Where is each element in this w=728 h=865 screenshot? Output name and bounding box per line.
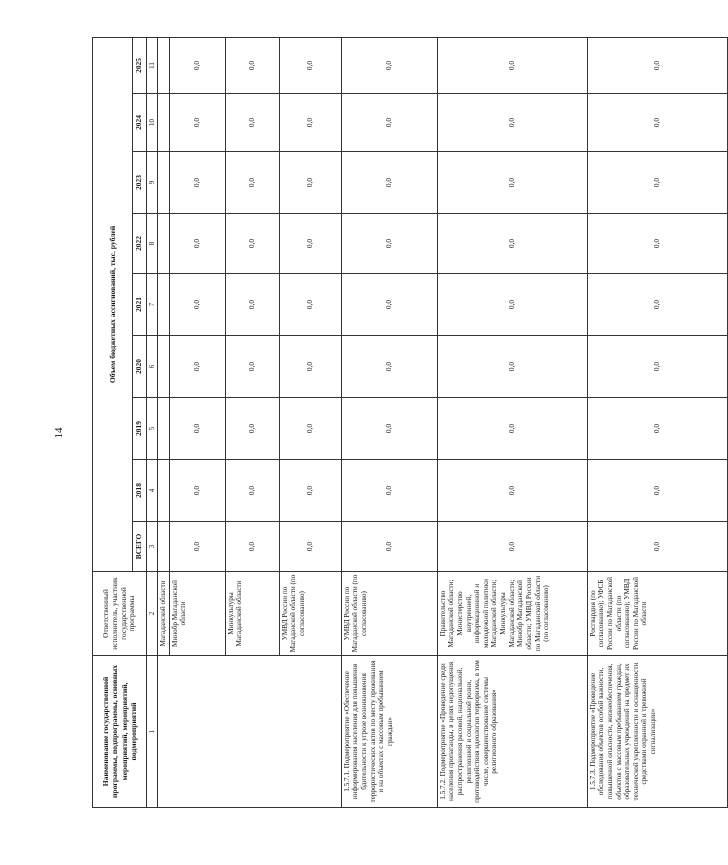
measure-name: 1.5.7.1. Подмероприятие «Обеспечение информирования населения для повышения бдительности к угрозе возникновения террористических актов по месту проживания и на объектах с массовым пребыванием граждан» [341, 656, 437, 808]
value-year-cell: 0,0 [169, 460, 225, 522]
value-year-cell: 0,0 [225, 336, 279, 398]
column-index: 7 [147, 274, 158, 336]
value-year-cell: 0,0 [279, 336, 341, 398]
value-year-cell: 0,0 [279, 274, 341, 336]
value-year-cell: 0,0 [225, 37, 279, 93]
value-year-cell: 0,0 [279, 460, 341, 522]
value-year-cell: 0,0 [437, 274, 587, 336]
column-index: 2 [147, 572, 158, 656]
value-year-cell: 0,0 [341, 152, 437, 214]
value-year-cell: 0,0 [279, 94, 341, 152]
header-year: 2021 [133, 274, 147, 336]
budget-table [92, 37, 728, 808]
value-year-cell: 0,0 [341, 214, 437, 274]
value-year-cell: 0,0 [587, 274, 727, 336]
executor-cell: Минкультуры Магаданской области [225, 572, 279, 656]
column-index: 4 [147, 460, 158, 522]
value-year-cell: 0,0 [587, 94, 727, 152]
value-total-cell: 0,0 [341, 522, 437, 572]
value-year-cell: 0,0 [169, 37, 225, 93]
header-year: 2018 [133, 460, 147, 522]
value-year-cell: 0,0 [437, 398, 587, 460]
value-total-cell [158, 522, 170, 572]
value-year-cell: 0,0 [169, 336, 225, 398]
table-row [437, 37, 587, 807]
measure-name: 1.5.7.3. Подмероприятие «Проведение обследования объектов особой важности, повышенной опасности, жизнеобеспечения, объектов с массовым пребыванием граждан, образовательных учреждений на предмет их технической укрепленности и оснащенности средствами охранной и тревожной сигнализации» [587, 656, 727, 808]
column-index: 6 [147, 336, 158, 398]
executor-cell: УМВД России по Магаданской области (по согласованию) [341, 572, 437, 656]
value-total-cell: 0,0 [225, 522, 279, 572]
header-year: 2024 [133, 94, 147, 152]
column-index: 9 [147, 152, 158, 214]
table-row [158, 37, 170, 807]
column-index: 1 [147, 656, 158, 808]
value-year-cell: 0,0 [587, 214, 727, 274]
value-year-cell [158, 460, 170, 522]
value-total-cell: 0,0 [587, 522, 727, 572]
header-executor: Ответственный исполнитель, участник государственной программы [93, 572, 147, 656]
value-year-cell: 0,0 [279, 37, 341, 93]
value-year-cell: 0,0 [169, 274, 225, 336]
value-year-cell: 0,0 [225, 460, 279, 522]
value-year-cell: 0,0 [225, 152, 279, 214]
value-year-cell [158, 274, 170, 336]
value-year-cell: 0,0 [279, 398, 341, 460]
value-year-cell: 0,0 [587, 398, 727, 460]
value-year-cell [158, 398, 170, 460]
page-number: 14 [53, 427, 65, 439]
value-year-cell: 0,0 [169, 152, 225, 214]
value-year-cell: 0,0 [341, 274, 437, 336]
column-index-row [147, 37, 158, 807]
value-year-cell: 0,0 [587, 460, 727, 522]
header-total: ВСЕГО [133, 522, 147, 572]
value-year-cell: 0,0 [587, 37, 727, 93]
budget-table-region [92, 38, 661, 808]
executor-cell: Росгвардия (по согласованию); УФСБ России по Магаданской области (по согласованию); УМВД России по Магаданской области [587, 572, 727, 656]
header-year: 2022 [133, 214, 147, 274]
measure-name: 1.5.7.2. Подмероприятие «Проведение среди населения пропаганды, в целях недопущения распространения расовой, национальной, религиозной и социальной розни, противодействия идеологии терроризма, в том числе, совершенствование системы религиозного образования» [437, 656, 587, 808]
value-year-cell: 0,0 [279, 152, 341, 214]
value-year-cell: 0,0 [437, 336, 587, 398]
value-year-cell: 0,0 [225, 214, 279, 274]
value-year-cell: 0,0 [341, 460, 437, 522]
header-year: 2025 [133, 37, 147, 93]
value-year-cell [158, 214, 170, 274]
table-row [341, 37, 437, 807]
value-year-cell: 0,0 [341, 398, 437, 460]
value-total-cell: 0,0 [279, 522, 341, 572]
table-body [158, 37, 728, 807]
value-total-cell: 0,0 [169, 522, 225, 572]
executor-cell: Правительство Магаданской области; Министерство внутренней, информационной и молодежной политики Магаданской области; Минкультуры Магаданской области; Минобр Магаданской области; УМВД России по Магаданской области (по согласованию) [437, 572, 587, 656]
column-index: 5 [147, 398, 158, 460]
value-year-cell: 0,0 [225, 94, 279, 152]
column-index: 3 [147, 522, 158, 572]
executor-cell: Минобр Магаданской области [169, 572, 225, 656]
value-year-cell: 0,0 [225, 274, 279, 336]
value-year-cell [158, 37, 170, 93]
measure-name [158, 656, 342, 808]
value-year-cell: 0,0 [225, 398, 279, 460]
value-year-cell: 0,0 [169, 94, 225, 152]
value-year-cell: 0,0 [587, 152, 727, 214]
value-year-cell: 0,0 [341, 94, 437, 152]
column-index: 8 [147, 214, 158, 274]
value-year-cell [158, 94, 170, 152]
column-index: 10 [147, 94, 158, 152]
value-year-cell: 0,0 [437, 460, 587, 522]
column-index: 11 [147, 37, 158, 93]
header-budget: Объем бюджетных ассигнований, тыс. рублей [93, 37, 133, 571]
header-name: Наименование государственной программы, подпрограммы, основных мероприятий, мероприятий, подмероприятий [93, 656, 147, 808]
header-year: 2023 [133, 152, 147, 214]
value-year-cell: 0,0 [437, 37, 587, 93]
value-year-cell: 0,0 [169, 214, 225, 274]
value-year-cell: 0,0 [437, 94, 587, 152]
value-year-cell: 0,0 [437, 214, 587, 274]
rotated-page [92, 38, 661, 808]
value-year-cell: 0,0 [341, 37, 437, 93]
value-year-cell: 0,0 [169, 398, 225, 460]
value-year-cell: 0,0 [437, 152, 587, 214]
header-year: 2020 [133, 336, 147, 398]
value-year-cell [158, 336, 170, 398]
value-year-cell: 0,0 [279, 214, 341, 274]
executor-cell: Магаданской области [158, 572, 170, 656]
value-total-cell: 0,0 [437, 522, 587, 572]
value-year-cell [158, 152, 170, 214]
value-year-cell: 0,0 [587, 336, 727, 398]
executor-cell: УМВД России по Магаданской области (по согласованию) [279, 572, 341, 656]
table-row [587, 37, 727, 807]
value-year-cell: 0,0 [341, 336, 437, 398]
header-year: 2019 [133, 398, 147, 460]
